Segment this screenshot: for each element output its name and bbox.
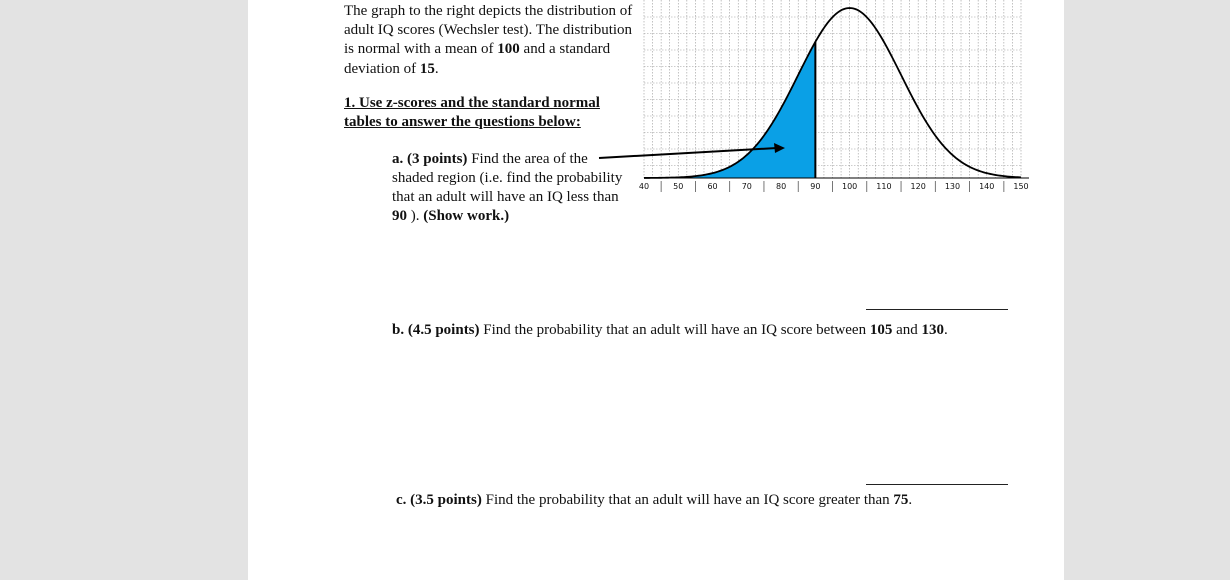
shaded-region-under-90 — [644, 42, 815, 178]
part-b-points: (4.5 points) — [407, 322, 480, 338]
intro-period: . — [434, 60, 439, 77]
x-tick-label: 70 — [741, 182, 752, 191]
part-c-value: 75 — [893, 492, 909, 508]
intro-text: The graph to the right depicts the distribution of adult IQ scores (Wechsler test). The distribution is normal with a mean of — [344, 3, 633, 58]
answer-line-a — [866, 309, 1008, 310]
mean-value: 100 — [497, 41, 520, 58]
part-c-label: c. — [396, 492, 407, 508]
question-1-heading: 1. Use z-scores and the standard normal tables to answer the questions below: — [344, 95, 600, 130]
part-a-label: a. — [392, 151, 404, 167]
part-a-text — [392, 150, 632, 226]
part-b-period: . — [944, 322, 948, 338]
part-a-value: 90 — [392, 208, 407, 224]
iq-distribution-chart — [638, 0, 1044, 200]
part-a-close: ). — [410, 208, 420, 224]
x-tick-label: 50 — [673, 182, 684, 191]
part-a-show-work: (Show work.) — [423, 208, 510, 224]
x-tick-label: 150 — [1013, 182, 1029, 191]
x-tick-label: 80 — [775, 182, 787, 191]
part-a-points: (3 points) — [407, 151, 468, 167]
part-c-text — [396, 492, 912, 509]
part-c-points: (3.5 points) — [410, 492, 482, 508]
x-tick-label: 110 — [876, 182, 892, 191]
part-b-text — [392, 322, 948, 339]
intro-paragraph — [344, 2, 644, 79]
x-tick-label: 40 — [638, 182, 650, 191]
part-b-question: Find the probability that an adult will have an IQ score between — [483, 322, 867, 338]
part-c-period: . — [908, 492, 913, 508]
intro-text-sd: and a standard deviation of — [344, 41, 611, 77]
x-axis-ticks — [639, 181, 1029, 192]
part-b-label: b. — [392, 322, 405, 338]
x-tick-label: 130 — [944, 182, 961, 191]
part-c-question: Find the probability that an adult will have an IQ score greater than — [485, 492, 890, 508]
answer-line-b — [866, 484, 1008, 485]
document-page — [248, 0, 1064, 580]
part-b-value1: 105 — [869, 322, 893, 338]
part-b-value2: 130 — [921, 322, 945, 338]
x-tick-label: 140 — [979, 182, 995, 191]
part-a-question: Find the area of the shaded region (i.e. find the probability that an adult will have an IQ less than — [392, 151, 623, 205]
x-tick-label: 100 — [841, 182, 858, 191]
sd-value: 15 — [419, 60, 435, 77]
x-tick-label: 90 — [810, 182, 821, 191]
x-tick-label: 60 — [707, 182, 718, 191]
part-b-and: and — [896, 322, 918, 338]
x-tick-label: 120 — [910, 182, 926, 191]
